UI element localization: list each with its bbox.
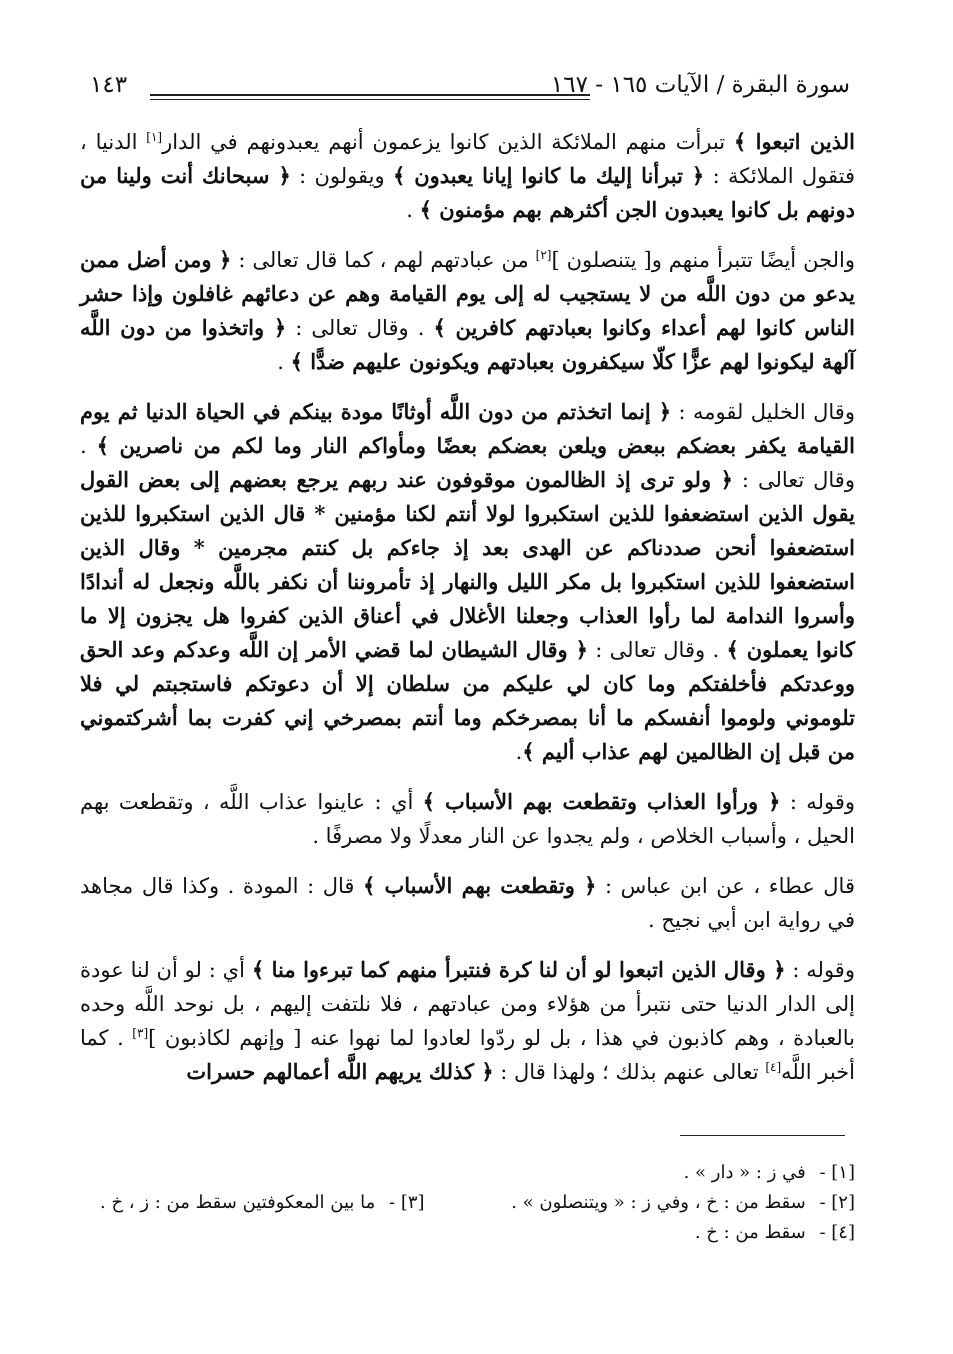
commentary-text: من عبادتهم لهم ، كما قال تعالى : xyxy=(231,248,536,272)
commentary-text: أي : لو أن لنا عودة إلى الدار الدنيا حتى نتبرأ من هؤلاء ومن عبادتهم ، فلا نلتفت إليهم ، بل نوحد اللَّه وحده بالعبادة ، وهم كاذبون في هذا ، بل لو ردّوا لعادوا لما نهوا عنه [ وإنهم لكاذبون ] xyxy=(80,958,856,1050)
quran-quote: ﴿ وقال الذين اتبعوا لو أن لنا كرة فنتبرأ منهم كما تبرءوا منا ﴾ xyxy=(251,957,786,982)
commentary-text: أي : عاينوا عذاب اللَّه ، وتقطعت بهم الحيل ، وأسباب الخلاص ، ولم يجدوا عن النار معدلًا ولا مصرفًا . xyxy=(80,790,855,848)
commentary-text: تبرأت منهم الملائكة الذين كانوا يزعمون أنهم يعبدونهم في الدار xyxy=(162,130,734,154)
footnote-3 xyxy=(100,1188,425,1218)
footnote-number: [٤] - xyxy=(819,1222,855,1243)
commentary-text: والجن أيضًا تتبرأ منهم و[ يتنصلون ] xyxy=(551,248,855,272)
commentary-text: . xyxy=(277,350,291,374)
quran-quote: ﴿ ومن أضل ممن يدعو من دون اللَّه من لا يستجيب له إلى يوم القيامة وهم عن دعائهم غافلون وإذا حشر الناس كانوا لهم أعداء وكانوا بعبادتهم كافرين ﴾ xyxy=(80,247,855,340)
page-number: ١٤٣ xyxy=(90,72,128,98)
commentary-text: ويقولون : xyxy=(290,164,393,188)
commentary-text: . وقال تعالى : xyxy=(80,434,855,492)
page-header xyxy=(90,70,850,110)
paragraph xyxy=(80,395,855,769)
footnote-marker: [٤] xyxy=(765,1060,782,1074)
running-title: سورة البقرة / الآيات ١٦٥ - ١٦٧ xyxy=(550,72,850,98)
commentary-text: قال عطاء ، عن ابن عباس : xyxy=(596,874,855,898)
quran-quote: ﴿ ولو ترى إذ الظالمون موقوفون عند ربهم يرجع بعضهم إلى بعض القول يقول الذين استضعفوا للذين استكبروا لولا أنتم لكنا مؤمنين * قال الذين استكبروا للذين استضعفوا أنحن صددناكم عن الهدى بعد إذ جاءكم بل كنتم مجرمين * وقال الذين استضعفوا للذين استكبروا بل مكر الليل والنهار إذ تأمروننا أن نكفر باللَّه ونجعل له أندادًا وأسروا الندامة لما رأوا العذاب وجعلنا الأغلال في أعناق الذين كفروا هل يجزون إلا ما كانوا يعملون ﴾ xyxy=(80,467,855,662)
footnote-text: في ز : « دار » . xyxy=(683,1162,806,1183)
main-text xyxy=(80,125,855,1105)
quran-quote: ﴿ سبحانك أنت ولينا من دونهم بل كانوا يعبدون الجن أكثرهم بهم مؤمنون ﴾ xyxy=(80,163,855,222)
paragraph xyxy=(80,243,855,379)
quran-quote: ﴿ تبرأنا إليك ما كانوا إيانا يعبدون ﴾ xyxy=(392,163,705,188)
footnote-number: [٣] - xyxy=(389,1192,425,1213)
quran-quote: ﴿ واتخذوا من دون اللَّه آلهة ليكونوا لهم عزًّا كلّا سيكفرون بعبادتهم ويكونون عليهم ضدًّا ﴾ xyxy=(80,315,855,374)
footnote-4 xyxy=(80,1218,855,1248)
footnote-1 xyxy=(80,1158,855,1188)
footnote-text: ما بين المعكوفتين سقط من : ز ، خ . xyxy=(100,1192,376,1213)
quran-quote: ﴿ وتقطعت بهم الأسباب ﴾ xyxy=(362,873,597,898)
commentary-text: وقوله : xyxy=(785,958,855,982)
footnote-row-2-3 xyxy=(80,1188,855,1218)
commentary-text: . xyxy=(515,740,523,764)
header-rule xyxy=(150,94,590,96)
paragraph xyxy=(80,785,855,853)
footnote-marker: [١] xyxy=(146,130,163,144)
paragraph xyxy=(80,125,855,227)
quran-quote: ﴿ إنما اتخذتم من دون اللَّه أوثانًا مودة بينكم في الحياة الدنيا ثم يوم القيامة يكفر بعضكم ببعض ويلعن بعضكم بعضًا ومأواكم النار وما لكم من ناصرين ﴾ xyxy=(80,399,855,458)
commentary-text: الدنيا ، فتقول الملائكة : xyxy=(80,130,856,188)
footnote-marker: [٣] xyxy=(132,1026,149,1040)
commentary-text: . كما أخبر اللَّه xyxy=(80,1026,855,1084)
footnote-number: [٢] - xyxy=(819,1192,855,1213)
commentary-text: . xyxy=(406,198,420,222)
footnote-separator xyxy=(680,1135,845,1136)
footnote-text: سقط من : خ . xyxy=(694,1222,806,1243)
quran-quote: ﴿ كذلك يريهم اللَّه أعمالهم حسرات xyxy=(186,1059,494,1084)
quran-quote: ﴿ وقال الشيطان لما قضي الأمر إن اللَّه وعدكم وعد الحق ووعدتكم فأخلفتكم وما كان لي عليكم من سلطان إلا أن دعوتكم فاستجبتم لي فلا تلوموني ولوموا أنفسكم ما أنا بمصرخكم وما أنتم بمصرخي إني كفرت بما أشركتموني من قبل إن الظالمين لهم عذاب أليم ﴾ xyxy=(80,637,855,764)
quran-quote: الذين اتبعوا ﴾ xyxy=(733,129,856,154)
commentary-text: . وقال تعالى : xyxy=(286,316,434,340)
header-rule-thin xyxy=(150,99,590,100)
commentary-text: وقوله : xyxy=(780,790,855,814)
paragraph xyxy=(80,869,855,937)
footnote-marker: [٢] xyxy=(535,248,552,262)
commentary-text: . وقال تعالى : xyxy=(587,638,727,662)
quran-quote: ﴿ ورأوا العذاب وتقطعت بهم الأسباب ﴾ xyxy=(422,789,781,814)
commentary-text: وقال الخليل لقومه : xyxy=(671,400,855,424)
footnotes xyxy=(80,1158,855,1248)
commentary-text: قال : المودة . وكذا قال مجاهد في رواية ابن أبي نجيح . xyxy=(80,874,855,932)
footnote-number: [١] - xyxy=(819,1162,855,1183)
paragraph xyxy=(80,953,855,1089)
footnote-text: سقط من : خ ، وفي ز : « ويتنصلون » . xyxy=(511,1192,806,1213)
commentary-text: تعالى عنهم بذلك ؛ ولهذا قال : xyxy=(493,1060,766,1084)
